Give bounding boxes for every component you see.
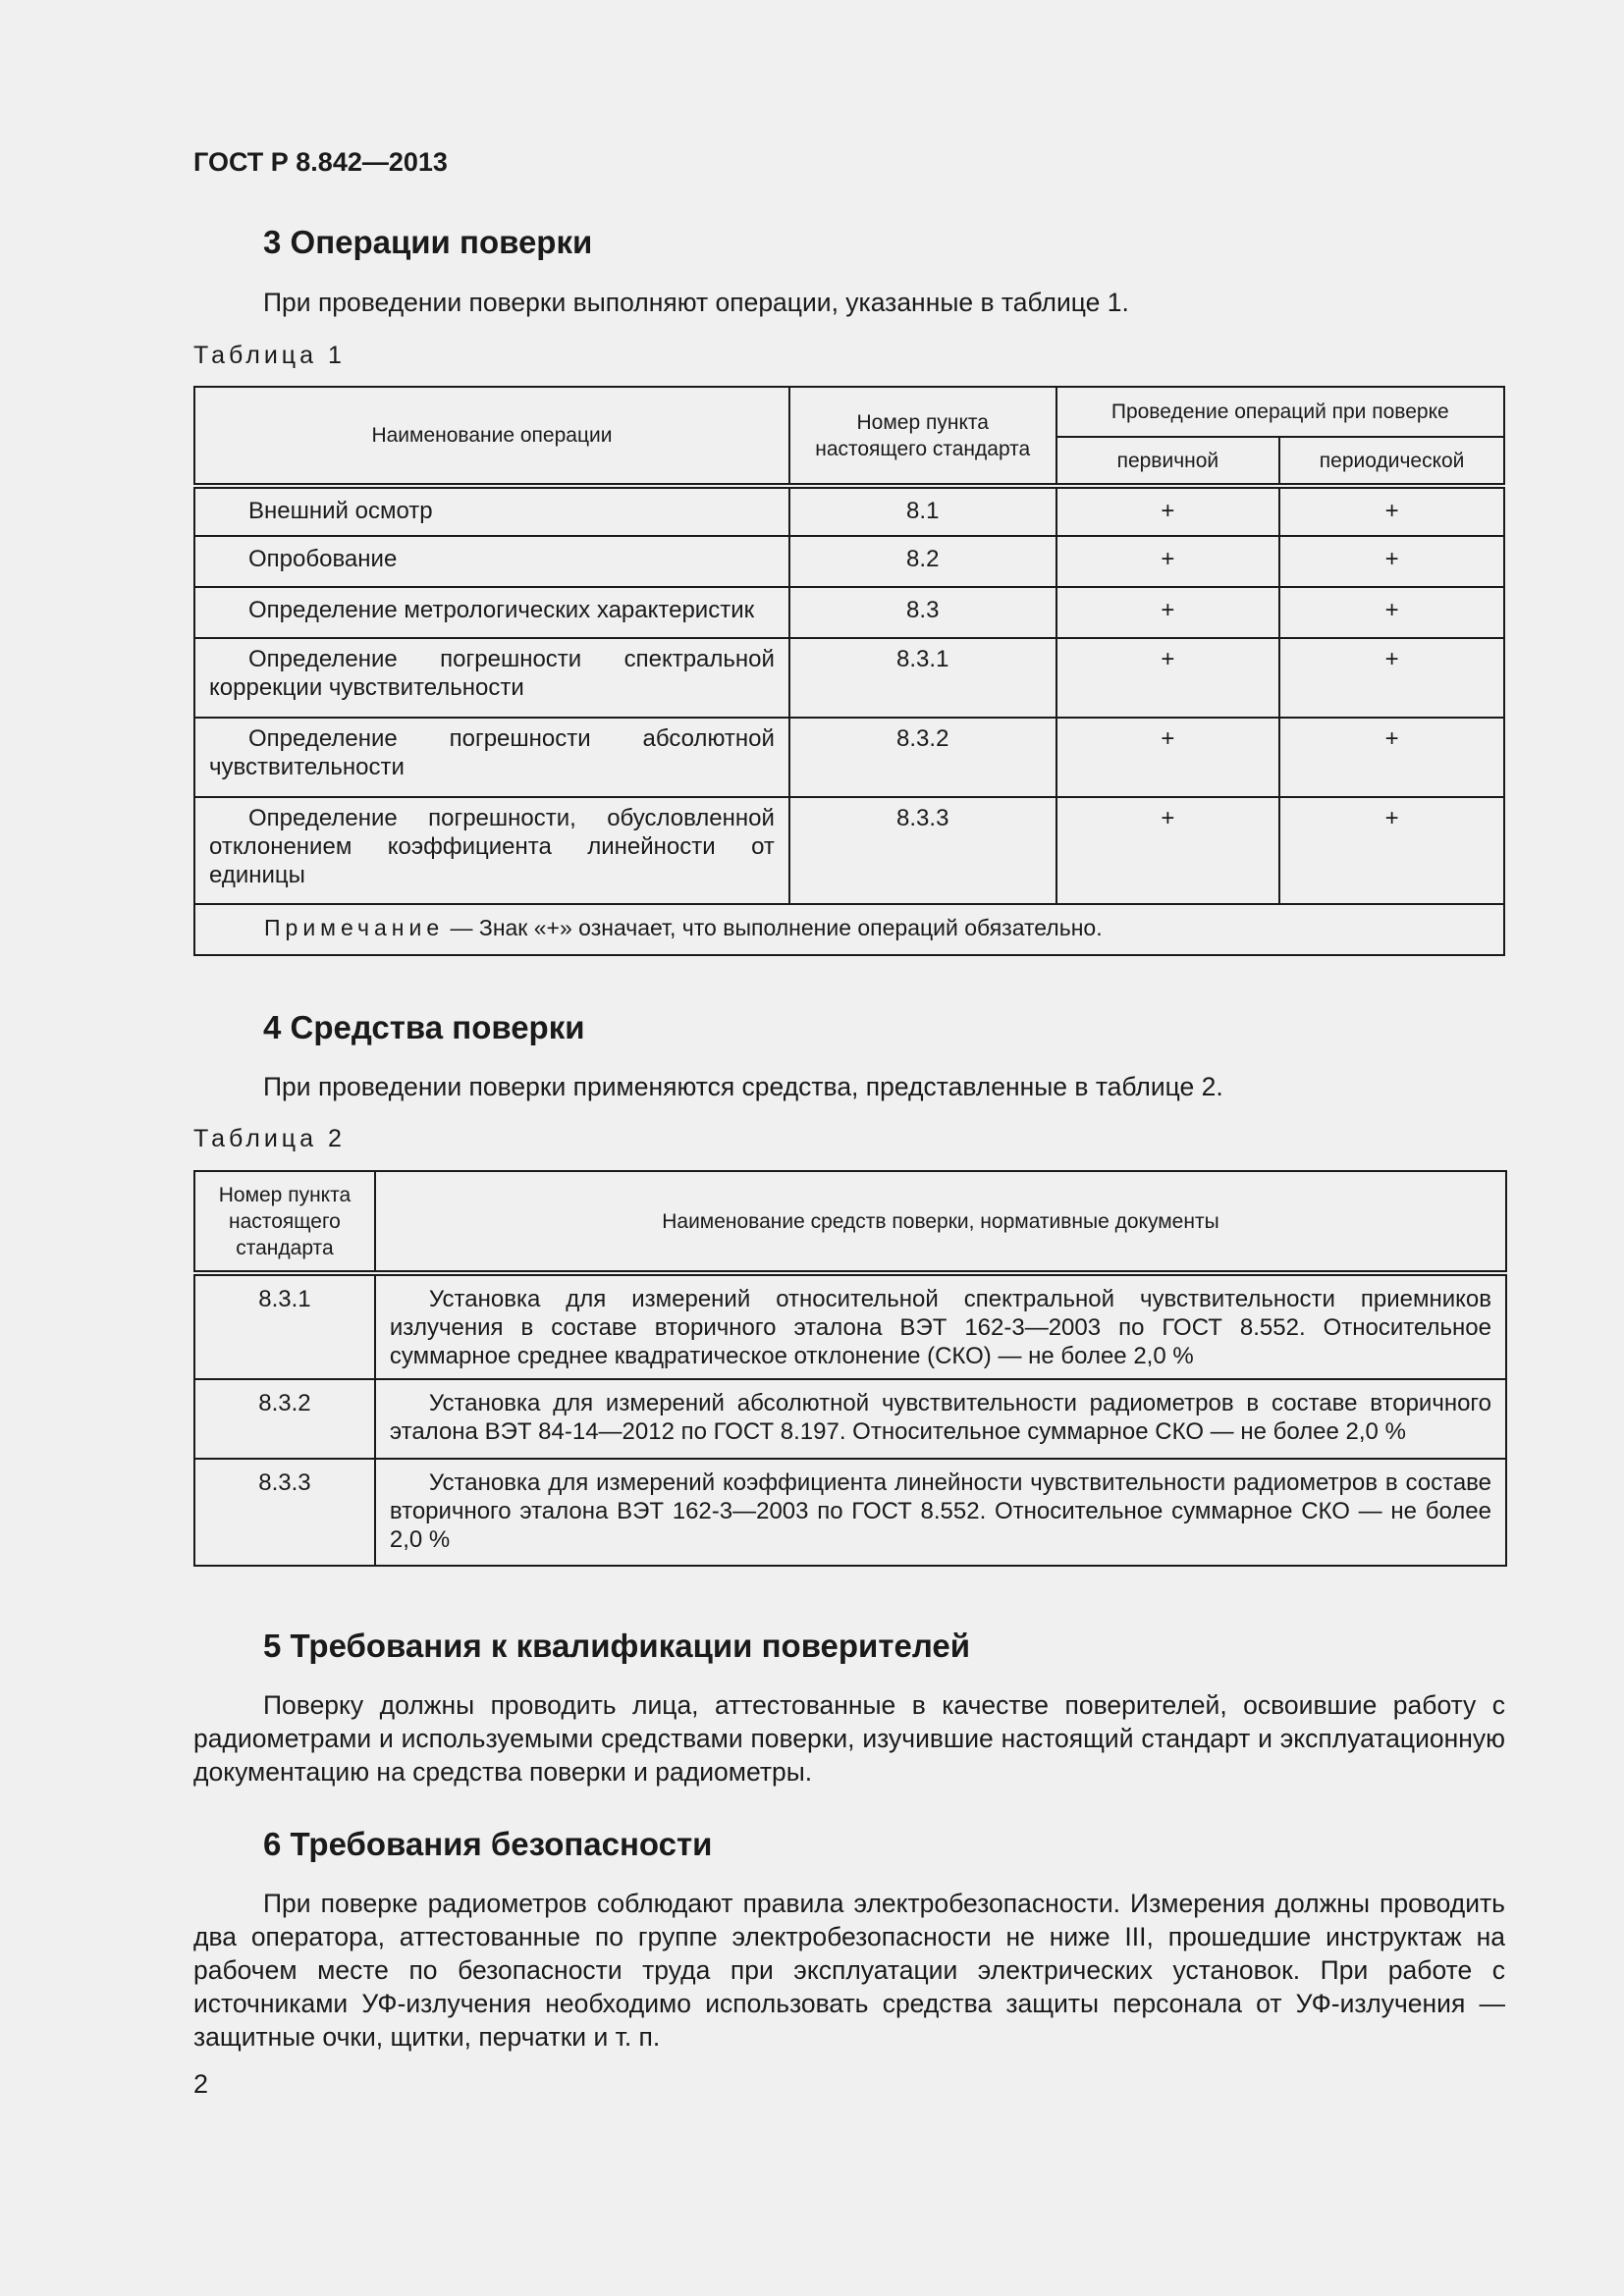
table-2-caption: Таблица 2 bbox=[193, 1125, 346, 1152]
table-1-header-name: Наименование операции bbox=[194, 387, 789, 486]
section-5-title: 5 Требования к квалификации поверителей bbox=[263, 1628, 971, 1664]
table-row: Определение метрологических характеристик 8.3 + + bbox=[194, 587, 1504, 638]
table-2-header-number: Номер пункта настоящего стандарта bbox=[194, 1171, 375, 1273]
table-row: Определение погрешности спектральной коррекции чувствительности 8.3.1 + + bbox=[194, 638, 1504, 718]
page-number: 2 bbox=[193, 2069, 209, 2099]
table-1-caption: Таблица 1 bbox=[193, 342, 346, 369]
table-row: Определение погрешности, обусловленной отклонением коэффициента линейности от единицы 8.3.3 + + bbox=[194, 797, 1504, 904]
table-2-header-name: Наименование средств поверки, нормативные документы bbox=[375, 1171, 1506, 1273]
table-row: 8.3.1 Установка для измерений относительной спектральной чувствительности приемников излучения в составе вторичного эталона ВЭТ 162-3—2003 по ГОСТ 8.552. Относительное суммарное среднее квадратическое отклонение (СКО) — не более 2,0 % bbox=[194, 1273, 1506, 1379]
table-1-header-first: первичной bbox=[1056, 437, 1280, 486]
standard-header: ГОСТ Р 8.842—2013 bbox=[193, 147, 448, 177]
section-4-text: При проведении поверки применяются средства, представленные в таблице 2. bbox=[263, 1072, 1223, 1101]
table-row: Определение погрешности абсолютной чувствительности 8.3.2 + + bbox=[194, 718, 1504, 797]
table-row: 8.3.2 Установка для измерений абсолютной чувствительности радиометров в составе вторичного эталона ВЭТ 84-14—2012 по ГОСТ 8.197. Относительное суммарное СКО — не более 2,0 % bbox=[194, 1379, 1506, 1459]
table-1-header-group: Проведение операций при поверке bbox=[1056, 387, 1504, 437]
table-1-note: Примечание — Знак «+» означает, что выполнение операций обязательно. bbox=[194, 904, 1504, 955]
table-2 bbox=[193, 1170, 1507, 1567]
table-1-header-periodic: периодической bbox=[1279, 437, 1504, 486]
table-1 bbox=[193, 386, 1505, 956]
table-1-header-number: Номер пункта настоящего стандарта bbox=[789, 387, 1056, 486]
section-6-text: При поверке радиометров соблюдают правила электробезопасности. Измерения должны проводить два оператора, аттестованные по группе электробезопасности не ниже III, прошедшие инструктаж на рабочем месте по безопасности труда при эксплуатации электрических установок. При работе с источниками УФ-излучения необходимо использовать средства защиты персонала от УФ-излучения — защитные очки, щитки, перчатки и т. п. bbox=[193, 1889, 1505, 2052]
table-row: 8.3.3 Установка для измерений коэффициента линейности чувствительности радиометров в составе вторичного эталона ВЭТ 162-3—2003 по ГОСТ 8.552. Относительное суммарное СКО — не более 2,0 % bbox=[194, 1459, 1506, 1566]
section-4-title: 4 Средства поверки bbox=[263, 1009, 585, 1045]
table-row: Внешний осмотр 8.1 + + bbox=[194, 486, 1504, 536]
section-6-title: 6 Требования безопасности bbox=[263, 1826, 713, 1862]
section-3-text: При проведении поверки выполняют операции, указанные в таблице 1. bbox=[263, 288, 1129, 317]
table-row: Опробование 8.2 + + bbox=[194, 536, 1504, 587]
section-3-title: 3 Операции поверки bbox=[263, 224, 593, 260]
section-5-text: Поверку должны проводить лица, аттестованные в качестве поверителей, освоившие работу с радиометрами и используемыми средствами поверки, изучившие настоящий стандарт и эксплуатационную документацию на средства поверки и радиометры. bbox=[193, 1690, 1505, 1787]
